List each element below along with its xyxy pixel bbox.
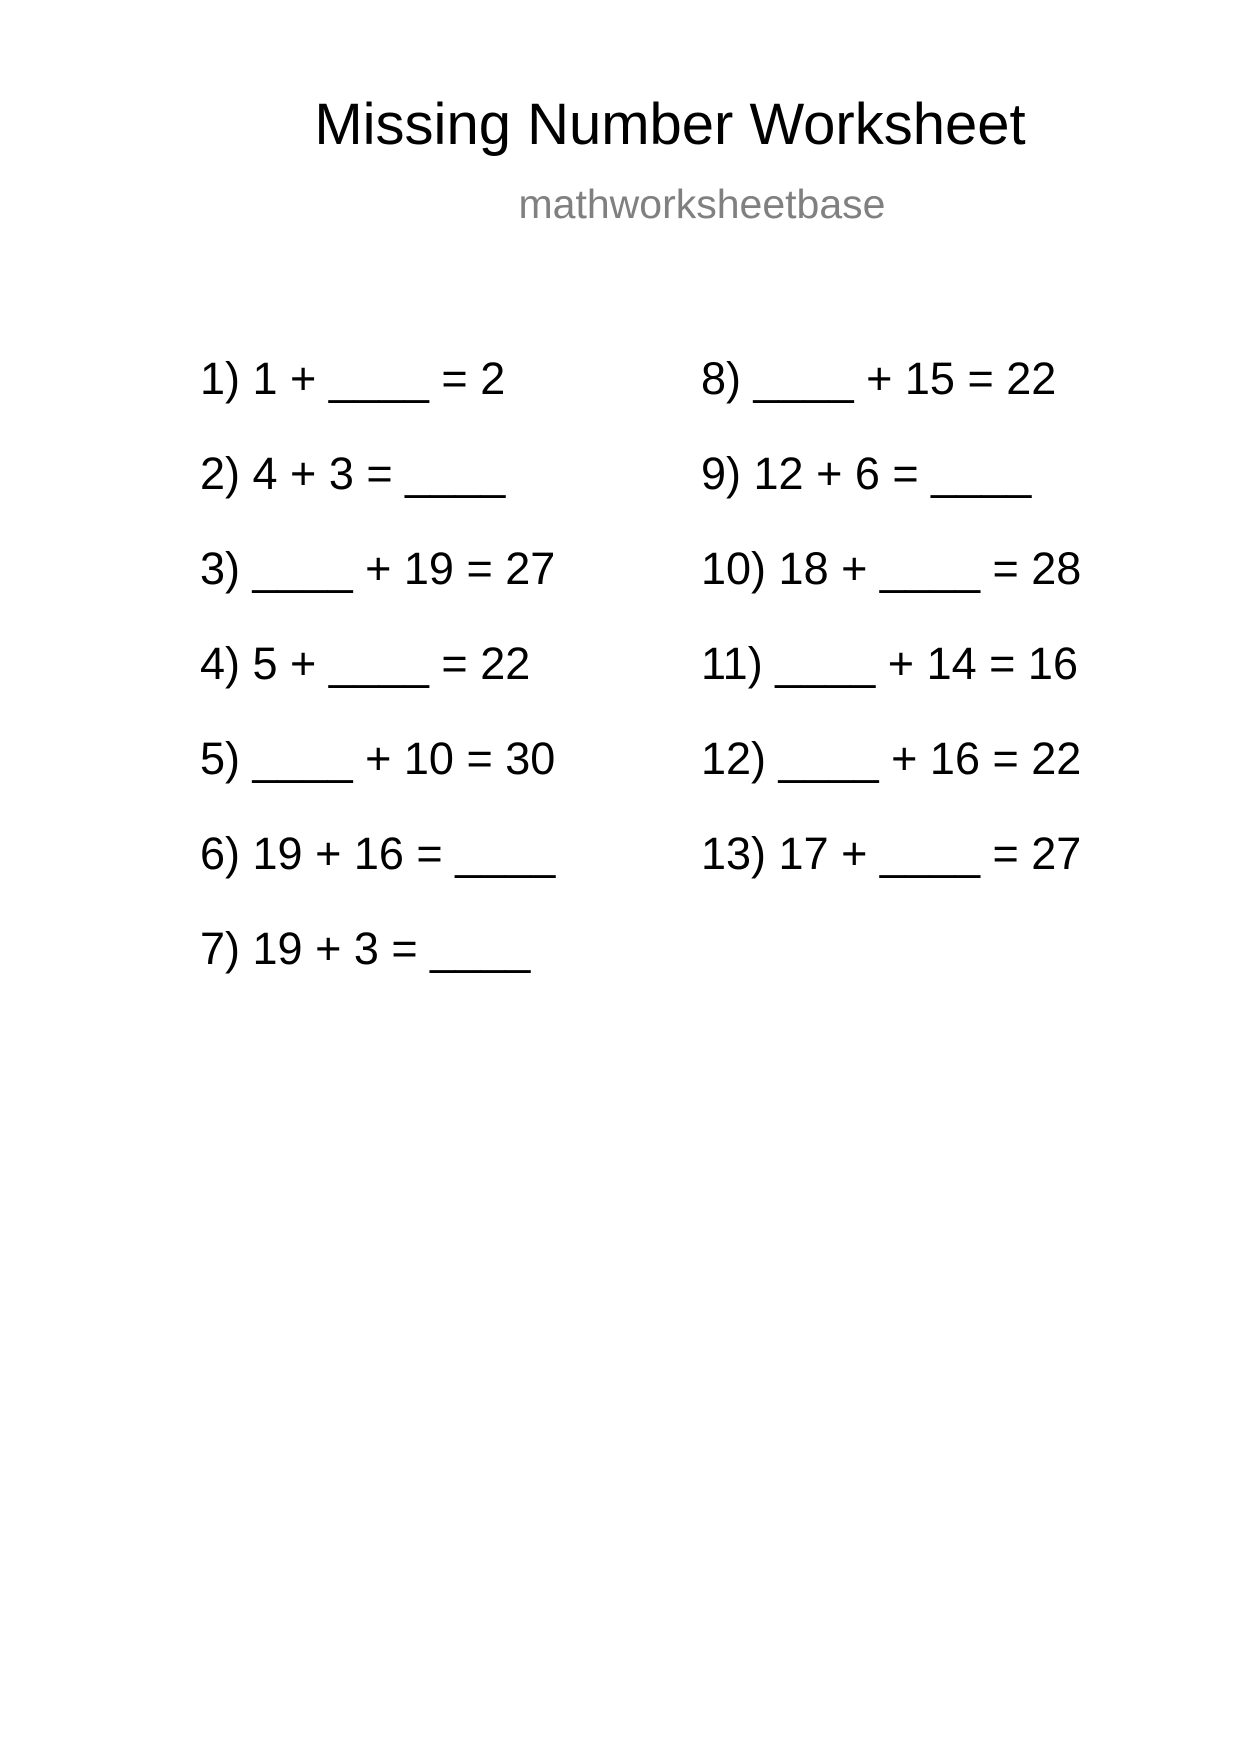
problem-13: 13) 17 + ____ = 27 — [701, 828, 1082, 879]
problem-3: 3) ____ + 19 = 27 — [200, 543, 556, 594]
problem-12: 12) ____ + 16 = 22 — [701, 733, 1082, 784]
problem-9: 9) 12 + 6 = ____ — [701, 448, 1032, 499]
worksheet-title: Missing Number Worksheet — [314, 92, 1026, 157]
problem-11: 11) ____ + 14 = 16 — [701, 638, 1078, 689]
problem-6: 6) 19 + 16 = ____ — [200, 828, 556, 879]
problem-1: 1) 1 + ____ = 2 — [200, 353, 506, 404]
worksheet-source: mathworksheetbase — [518, 181, 886, 227]
problem-7: 7) 19 + 3 = ____ — [200, 923, 531, 974]
problem-5: 5) ____ + 10 = 30 — [200, 733, 556, 784]
problem-10: 10) 18 + ____ = 28 — [701, 543, 1082, 594]
problem-8: 8) ____ + 15 = 22 — [701, 353, 1057, 404]
problem-4: 4) 5 + ____ = 22 — [200, 638, 531, 689]
problem-2: 2) 4 + 3 = ____ — [200, 448, 506, 499]
problems-column-left — [200, 353, 556, 1021]
problems-column-right — [701, 353, 1082, 926]
